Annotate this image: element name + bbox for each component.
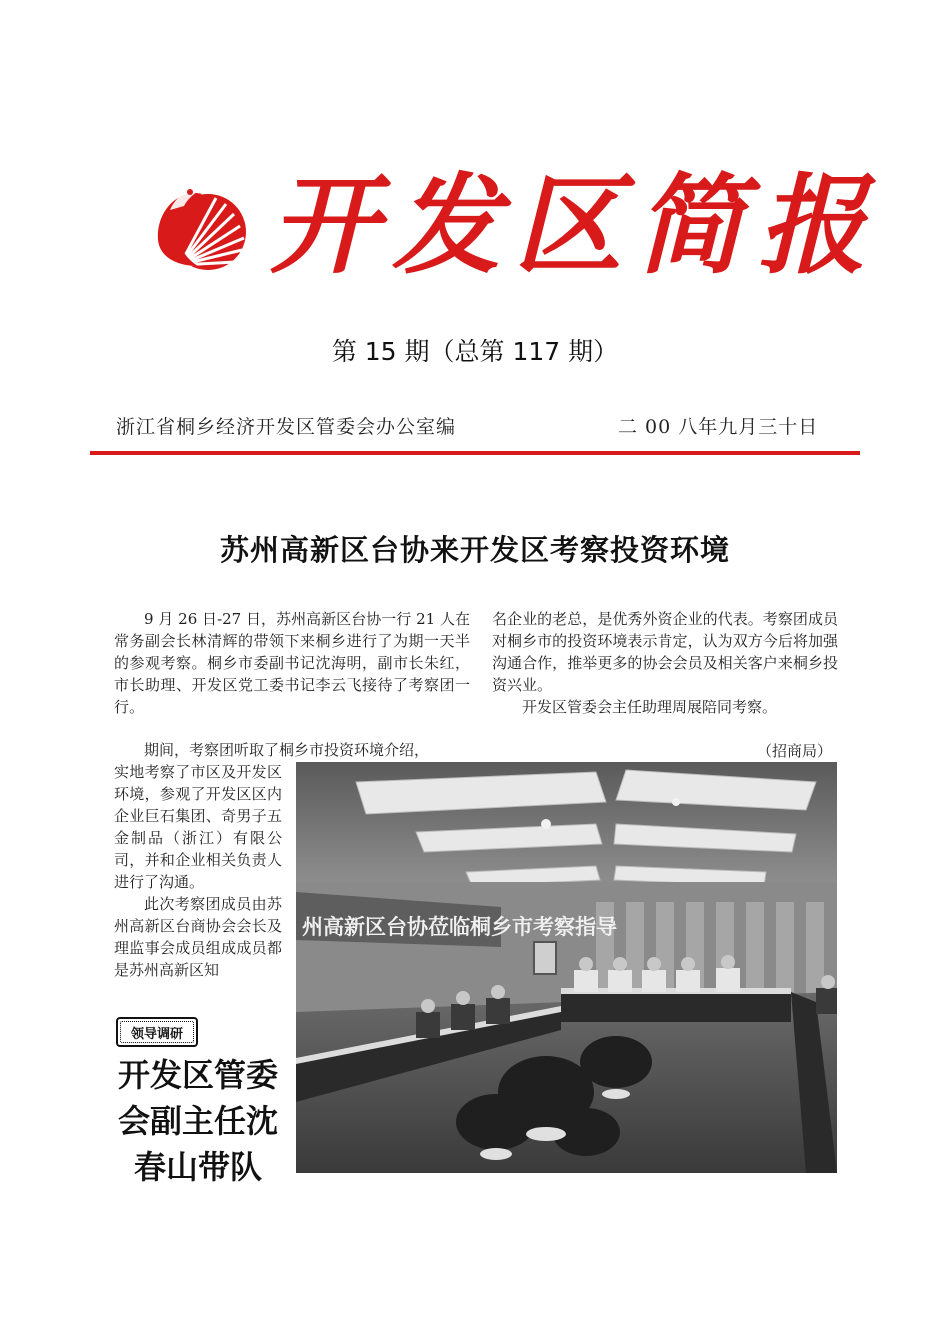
article-paragraph-4: 开发区管委会主任助理周展陪同考察。 [522, 698, 778, 716]
publisher-line: 浙江省桐乡经济开发区管委会办公室编 [116, 416, 457, 438]
masthead-title: 开发区简报 [270, 163, 881, 289]
article-source: （招商局） [756, 742, 832, 760]
article-paragraph-2-cont: 实地考察了市区及开发区环境，参观了开发区区内企业巨石集团、奇男子五金制品（浙江）有限公司，并和企业相关负责人进行了沟通。 [114, 763, 282, 891]
article-paragraph-3-cont: 名企业的老总，是优秀外资企业的代表。考察团成员对桐乡市的投资环境表示肯定，认为双方今后将加强沟通合作，推举更多的协会会员及相关客户来桐乡投资兴业。 [492, 610, 838, 694]
article-narrow-column [114, 761, 282, 981]
section-tag-label: 领导调研 [130, 1026, 183, 1042]
phoenix-emblem-icon [150, 170, 250, 280]
article-right-column [492, 608, 838, 718]
masthead-divider [90, 451, 860, 455]
issue-number: 第 15 期（总第 117 期） [331, 337, 619, 366]
article-paragraph-2-lead: 期间，考察团听取了桐乡市投资环境介绍， [144, 741, 430, 759]
section-tag [116, 1017, 198, 1047]
feature-headline: 开发区管委会副主任沈春山带队 [117, 1056, 278, 1186]
photo-banner-text: 州高新区台协莅临桐乡市考察指导 [302, 915, 617, 939]
article-headline: 苏州高新区台协来开发区考察投资环境 [219, 533, 730, 567]
article-paragraph-3: 此次考察团成员由苏州高新区台商协会会长及理监事会成员组成成员都是苏州高新区知 [114, 895, 282, 979]
article-paragraph-1: 9 月 26 日-27 日，苏州高新区台协一行 21 人在常务副会长林清辉的带领下来桐乡进行了为期一天半的参观考察。桐乡市委副书记沈海明，副市长朱红，市长助理、开发区党工委书记李云飞接待了考察团一行。 [114, 610, 470, 716]
publication-date: 二 00 八年九月三十日 [618, 416, 819, 438]
meeting-photo [296, 762, 837, 1173]
